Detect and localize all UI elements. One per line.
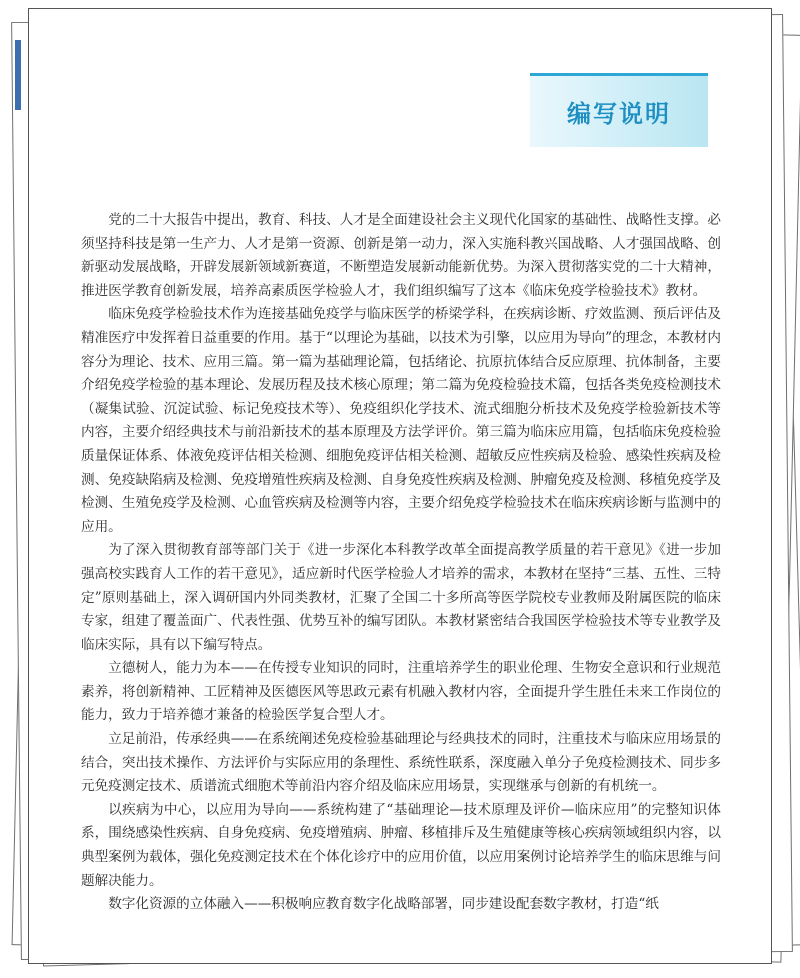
paragraph-7: 数字化资源的立体融入——积极响应教育数字化战略部署，同步建设配套数字教材，打造“纸 (108, 896, 659, 913)
page-edge-accent (15, 40, 21, 110)
paragraph-4: 立德树人，能力为本——在传授专业知识的同时，注重培养学生的职业伦理、生物安全意识和行业规范素养，将创新精神、工匠精神及医德医风等思政元素有机融入教材内容，全面提升学生胜任未来工作岗位的能力，致力于培养德才兼备的检验医学复合型人才。 (81, 660, 721, 724)
paragraph-1: 党的二十大报告中提出，教育、科技、人才是全面建设社会主义现代化国家的基础性、战略性支撑。必须坚持科技是第一生产力、人才是第一资源、创新是第一动力，深入实施科教兴国战略、人才强国战略、创新驱动发展战略，开辟发展新领域新赛道，不断塑造发展新动能新优势。为深入贯彻落实党的二十大精神，推进医学教育创新发展，培养高素质医学检验人才，我们组织编写了这本《临床免疫学检验技术》教材。 (81, 212, 721, 299)
paragraph-6: 以疾病为中心，以应用为导向——系统构建了“基础理论—技术原理及评价—临床应用”的完整知识体系，围绕感染性疾病、自身免疫病、免疫增殖病、肿瘤、移植排斥及生殖健康等核心疾病领域组织内容，以典型案例为载体，强化免疫测定技术在个体化诊疗中的应用价值，以应用案例讨论培养学生的临床思维与问题解决能力。 (81, 801, 721, 889)
paragraph-5: 立足前沿，传承经典——在系统阐述免疫检验基础理论与经典技术的同时，注重技术与临床应用场景的结合，突出技术操作、方法评价与实际应用的条理性、系统性联系，深度融入单分子免疫检测技术、同步多元免疫测定技术、质谱流式细胞术等前沿内容介绍及临床应用场景，实现继承与创新的有机统一。 (81, 731, 721, 795)
paragraph-2: 临床免疫学检验技术作为连接基础免疫学与临床医学的桥梁学科，在疾病诊断、疗效监测、预后评估及精准医疗中发挥着日益重要的作用。基于“以理论为基础，以技术为引擎，以应用为导向”的理念，本教材内容分为理论、技术、应用三篇。第一篇为基础理论篇，包括绪论、抗原抗体结合反应原理、抗体制备，主要介绍免疫学检验的基本理论、发展历程及技术核心原理；第二篇为免疫检验技术篇，包括各类免疫检测技术（凝集试验、沉淀试验、标记免疫技术等）、免疫组织化学技术、流式细胞分析技术及免疫学检验新技术等内容，主要介绍经典技术与前沿新技术的基本原理及方法学评价。第三篇为临床应用篇，包括临床免疫检验质量保证体系、体液免疫评估相关检测、细胞免疫评估相关检测、超敏反应性疾病及检验、感染性疾病及检测、免疫缺陷病及检测、免疫增殖性疾病及检测、自身免疫性疾病及检测、肿瘤免疫及检测、移植免疫学及检测、生殖免疫学及检测、心血管疾病及检测等内容，主要介绍免疫学检验技术在临床疾病诊断与监测中的应用。 (81, 306, 721, 535)
paragraph-3: 为了深入贯彻教育部等部门关于《进一步深化本科教学改革全面提高教学质量的若干意见》《进一步加强高校实践育人工作的若干意见》，适应新时代医学检验人才培养的需求，本教材在坚持“三基、五性、三特定”原则基础上，深入调研国内外同类教材，汇聚了全国二十多所高等医学院校专业教师及附属医院的临床专家，组建了覆盖面广、代表性强、优势互补的编写团队。本教材紧密结合我国医学检验技术等专业教学及临床实际，具有以下编写特点。 (81, 542, 721, 653)
document-body (81, 209, 721, 917)
title-banner (530, 73, 708, 147)
document-page (28, 8, 772, 964)
page-title: 编写说明 (567, 100, 671, 128)
